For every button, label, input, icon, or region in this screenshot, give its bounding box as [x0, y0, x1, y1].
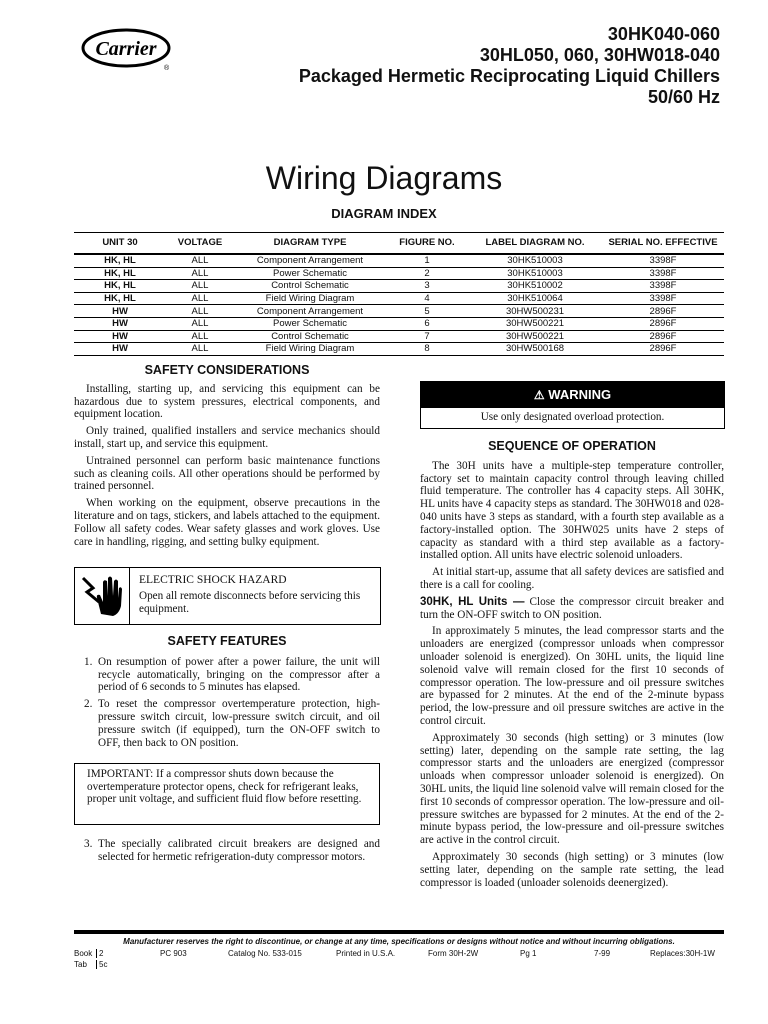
right-column — [420, 440, 724, 893]
column-header: LABEL DIAGRAM NO. — [468, 233, 602, 255]
table-cell: ALL — [166, 330, 234, 343]
table-cell: 2896F — [602, 343, 724, 356]
table-cell: Field Wiring Diagram — [234, 292, 386, 305]
table-cell: HW — [74, 305, 166, 318]
safety-features-heading: SAFETY FEATURES — [167, 634, 287, 648]
sequence-paragraph: The 30H units have a multiple-step temperature controller, factory set to maintain capacity control through leaving chilled fluid temperature. The controller has 4 capacity steps. All 30HK, HL units have 4 capacity steps as standard. The 30HW018 and 028-040 units have 3 steps as standard, with a fourth step available as a factory-installed option. The 30HW025 units have 2 steps of capacity as standard with a third step available as a factory-installed option. All units have electric solenoid unloaders. — [420, 459, 724, 562]
table-cell: 3 — [386, 280, 468, 293]
form-number: Form 30H-2W — [428, 949, 479, 958]
pc-number: PC 903 — [160, 949, 187, 958]
table-cell: ALL — [166, 317, 234, 330]
left-column — [74, 364, 380, 552]
hk-hl-units-paragraph — [420, 596, 724, 622]
table-cell: HW — [74, 317, 166, 330]
table-cell: 3398F — [602, 292, 724, 305]
safety-paragraph: Only trained, qualified installers and service mechanics should install, start up, and service this equipment. — [74, 425, 380, 450]
table-cell: HK, HL — [74, 292, 166, 305]
table-cell: Field Wiring Diagram — [234, 343, 386, 356]
important-note-text: IMPORTANT: If a compressor shuts down because the overtemperature protector opens, check for refrigerant leaks, proper unit voltage, and sufficient fluid flow before resetting. — [87, 768, 362, 806]
page-number: Pg 1 — [520, 949, 537, 958]
table-cell: 3398F — [602, 280, 724, 293]
table-cell: ALL — [166, 343, 234, 356]
table-cell: ALL — [166, 280, 234, 293]
hk-hl-units-label: 30HK, HL Units — — [420, 595, 525, 608]
table-row — [74, 292, 724, 305]
product-description: Packaged Hermetic Reciprocating Liquid Chillers — [298, 66, 720, 86]
sequence-paragraph: Approximately 30 seconds (high setting) or 3 minutes (low setting) later, depending on the sample rate setting, the lag compressor starts and the unloaders are energized (compressor unloads when compressor unloader solenoid is energized). On 30HL units, the liquid line solenoid valve will remain closed for the first 10 seconds of compressor operation. The low-pressure and oil-pressure switches are bypassed for 2 minutes. At the end of the 2-minute bypass period, the low-pressure and oil-pressure switches are active in the control circuit. — [420, 731, 724, 847]
table-cell: Power Schematic — [234, 267, 386, 280]
tab-label: Tab — [74, 960, 87, 969]
table-cell: 2896F — [602, 305, 724, 318]
safety-features-continued — [74, 838, 380, 868]
table-cell: 30HW500168 — [468, 343, 602, 356]
table-cell: 3398F — [602, 267, 724, 280]
warning-label: WARNING — [548, 387, 612, 402]
model-line-2: 30HL050, 060, 30HW018-040 — [479, 45, 720, 65]
warning-text: Use only designated overload protection. — [480, 411, 665, 423]
hazard-text: Open all remote disconnects before servicing this equipment. — [139, 590, 361, 615]
replaces: Replaces:30H-1W — [650, 949, 715, 958]
electric-shock-hand-icon — [75, 568, 130, 624]
table-cell: ALL — [166, 267, 234, 280]
sequence-heading: SEQUENCE OF OPERATION — [488, 439, 656, 453]
column-header: DIAGRAM TYPE — [234, 233, 386, 255]
svg-text:®: ® — [164, 65, 170, 72]
table-cell: ALL — [166, 305, 234, 318]
hk-hl-units-text: Close the compressor circuit breaker and turn the ON-OFF switch to ON position. — [420, 595, 724, 621]
table-cell: 5 — [386, 305, 468, 318]
model-line-1: 30HK040-060 — [607, 24, 720, 44]
carrier-logo — [80, 28, 172, 72]
table-cell: 3398F — [602, 254, 724, 267]
table-cell: 30HK510002 — [468, 280, 602, 293]
warning-triangle-icon: ⚠ — [533, 388, 545, 402]
column-header: UNIT 30 — [74, 233, 166, 255]
warning-box — [420, 381, 725, 429]
table-cell: 30HW500221 — [468, 317, 602, 330]
table-cell: HK, HL — [74, 254, 166, 267]
footer-rule — [74, 930, 724, 934]
table-cell: Control Schematic — [234, 330, 386, 343]
table-cell: 2896F — [602, 317, 724, 330]
sequence-paragraph: Approximately 30 seconds (high setting) or 3 minutes (low setting later, depending on the sample rate setting, the lead compressor is loaded (unloader solenoids deenergized). — [420, 850, 724, 889]
electric-shock-hazard-box — [74, 567, 381, 625]
safety-paragraph: When working on the equipment, observe precautions in the literature and on tags, stickers, and labels attached to the equipment. Follow all safety codes. Wear safety glasses and work gloves. Use care in handling, rigging, and setting bulky equipment. — [74, 497, 380, 548]
safety-paragraph: Untrained personnel can perform basic maintenance functions such as cleaning coils. All other operations should be performed by trained personnel. — [74, 454, 380, 493]
table-cell: Power Schematic — [234, 317, 386, 330]
revision-date: 7-99 — [594, 949, 611, 958]
table-cell: Component Arrangement — [234, 305, 386, 318]
table-cell: ALL — [166, 254, 234, 267]
document-title-block — [299, 24, 720, 108]
footer-disclaimer: Manufacturer reserves the right to discontinue, or change at any time, specifications or designs without notice and without incurring obligations. — [123, 937, 675, 946]
table-body — [74, 254, 724, 355]
table-row — [74, 317, 724, 330]
table-cell: HW — [74, 343, 166, 356]
table-row — [74, 330, 724, 343]
table-cell: HK, HL — [74, 267, 166, 280]
list-item: 3. The specially calibrated circuit breakers are designed and selected for hermetic refrigeration-duty compressor motors. — [84, 838, 380, 863]
table-cell: HK, HL — [74, 280, 166, 293]
safety-paragraph: Installing, starting up, and servicing this equipment can be hazardous due to system pressures, electrical components, and equipment location. — [74, 382, 380, 421]
table-row — [74, 267, 724, 280]
catalog-number: Catalog No. 533-015 — [228, 949, 302, 958]
table-cell: 30HK510003 — [468, 267, 602, 280]
table-cell: 8 — [386, 343, 468, 356]
table-cell: 30HW500231 — [468, 305, 602, 318]
table-cell: HW — [74, 330, 166, 343]
table-row — [74, 254, 724, 267]
table-cell: 30HK510064 — [468, 292, 602, 305]
safety-features-list — [74, 656, 380, 750]
safety-features-section — [74, 635, 380, 753]
table-header-row — [74, 233, 724, 255]
column-header: VOLTAGE — [166, 233, 234, 255]
diagram-index-heading: DIAGRAM INDEX — [331, 206, 437, 221]
book-label: Book — [74, 949, 93, 958]
table-cell: 7 — [386, 330, 468, 343]
column-header: SERIAL NO. EFFECTIVE — [602, 233, 724, 255]
warning-banner — [421, 382, 724, 408]
table-cell: Control Schematic — [234, 280, 386, 293]
table-cell: 4 — [386, 292, 468, 305]
printed-in: Printed in U.S.A. — [336, 949, 396, 958]
table-cell: 30HW500221 — [468, 330, 602, 343]
hazard-title: ELECTRIC SHOCK HAZARD — [139, 574, 287, 586]
page-title: Wiring Diagrams — [265, 160, 503, 196]
table-cell: ALL — [166, 292, 234, 305]
table-row — [74, 305, 724, 318]
table-row — [74, 343, 724, 356]
table-cell: 2896F — [602, 330, 724, 343]
carrier-logo-text: Carrier — [95, 38, 157, 60]
table-row — [74, 280, 724, 293]
list-item: 2. To reset the compressor overtemperature protection, high-pressure switch circuit, low-pressure switch circuit, and oil pressure switch (if equipped), turn the ON-OFF switch to OFF, then back to ON position. — [84, 698, 380, 749]
sequence-paragraph: In approximately 5 minutes, the lead compressor starts and the unloaders are energized (compressor unloads when compressor unloader solenoid is energized). On 30HL units, the liquid line solenoid valve will remain closed for the first 10 seconds of compressor operation. The low-pressure and oil pressure switches are bypassed for 2 minutes. At the end of the 2-minute bypass period, the low-pressure and oil pressure switches are active in the control circuit. — [420, 625, 724, 727]
table-cell: 1 — [386, 254, 468, 267]
sequence-paragraph: At initial start-up, assume that all safety devices are satisfied and there is a call for cooling. — [420, 566, 724, 591]
safety-considerations-heading: SAFETY CONSIDERATIONS — [144, 363, 310, 377]
table-cell: 6 — [386, 317, 468, 330]
table-cell: 30HK510003 — [468, 254, 602, 267]
table-cell: Component Arrangement — [234, 254, 386, 267]
important-note-box — [74, 763, 380, 825]
column-header: FIGURE NO. — [386, 233, 468, 255]
list-item: 1. On resumption of power after a power failure, the unit will recycle automatically, bringing on the compressor after a period of 6 seconds to 5 minutes has elapsed. — [84, 655, 380, 694]
book-value: 2 — [96, 949, 103, 958]
table-cell: 2 — [386, 267, 468, 280]
tab-value: 5c — [96, 960, 107, 969]
diagram-index-table — [74, 232, 724, 356]
frequency-line: 50/60 Hz — [647, 87, 720, 107]
